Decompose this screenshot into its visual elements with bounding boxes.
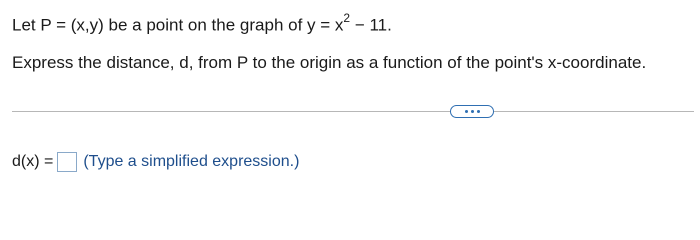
ellipsis-icon [465, 110, 468, 113]
question-statement-suffix: − 11. [350, 15, 392, 35]
question-statement-prefix: Let P = (x,y) be a point on the graph of y = x [12, 15, 344, 35]
ellipsis-icon [471, 110, 474, 113]
answer-input[interactable] [57, 152, 77, 172]
exponent: 2 [343, 11, 351, 25]
answer-hint: (Type a simplified expression.) [83, 153, 300, 170]
expand-more-button[interactable] [450, 105, 494, 118]
divider [12, 111, 694, 112]
question-prompt: Express the distance, d, from P to the origin as a function of the point's x-coordinate. [12, 53, 647, 72]
answer-label: d(x) = [12, 153, 54, 170]
ellipsis-icon [477, 110, 480, 113]
answer-row [12, 152, 299, 172]
question-statement [12, 13, 392, 36]
